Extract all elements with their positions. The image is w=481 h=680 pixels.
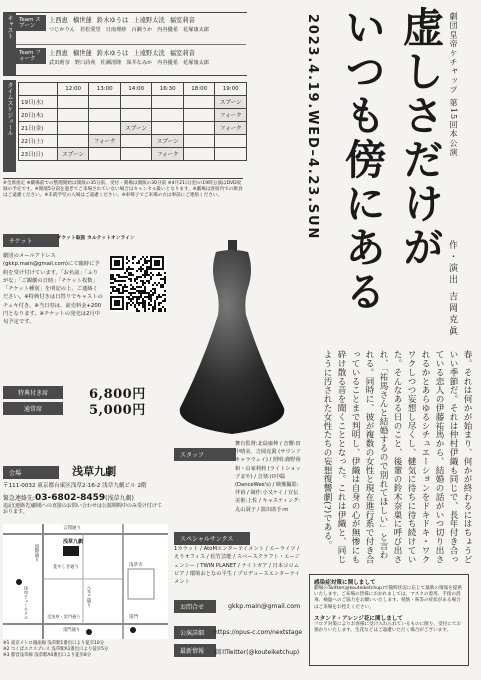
ticket-body: 劇団のメールアドレス(gkkp.main@gmail.com)にて臨時に予約を受け付けています。「お名前」「ふりがな」「ご観劇の日時」「チケット枚数」「チケット種別」を明記の上、ご連絡ください。※特典付きは日替りでキャストのチェキ付き。※当日券は、前売料金+200円となります。※チケットの発売は2月中旬予定です。: [3, 253, 103, 326]
map-label-kototoi: 言問通り: [63, 526, 81, 531]
staff-body: 舞台監督:北島康伸 / 音響:田中晴美、吉岡克眞 (サウンドキャラウェイ) / 照明:鹿野裕和・山家利莉 (ライトショップまや) / 音楽:田中聡(DanceWee's) / 映像撮影:伴裕 / 制作:小又ケイ / 宣伝美術:上佐 / キャスティング:丸山洞子 / 演出助手:m: [235, 441, 301, 513]
title-line-1: 虚しさだけが: [396, 6, 444, 270]
cast-name: 若松愛里: [79, 27, 101, 33]
venue-phone[interactable]: 03-6802-8459: [35, 492, 106, 503]
schedule-row: [19, 96, 247, 109]
schedule-cell: [89, 122, 121, 135]
credit: 作・演出 吉岡克眞: [447, 240, 457, 338]
cast-name: 楠世蓮: [72, 17, 92, 24]
schedule-cell: [183, 96, 215, 109]
schedule-cell: [183, 135, 215, 148]
team-fork-label: Team フォーク: [16, 48, 46, 64]
schedule-cell: スプーン: [152, 135, 184, 148]
cast-name: 百瀬うか: [131, 27, 153, 33]
map-label-kaminarimon: 雷門: [129, 615, 138, 620]
schedule-cell: フォーク: [89, 135, 121, 148]
team-fork-cast: [49, 48, 214, 66]
map-label-hisago: ひさご通り: [86, 586, 91, 608]
team-spoon-cast: [49, 15, 214, 33]
cast-name: 鈴木ゆうは: [96, 17, 129, 24]
schedule-cell: [57, 109, 89, 122]
map-label-kokusai: 国際通り: [34, 544, 39, 562]
cast-section: [3, 12, 247, 76]
map-label-viewhotel: 浅草ビューホテル: [24, 586, 29, 620]
schedule-time: 12:00: [57, 83, 89, 96]
emergency-contact: 緊急連絡先:03-6802-8459(浅草九劇): [3, 492, 134, 503]
schedule-row: [19, 135, 247, 148]
news-label: 最新情報: [174, 644, 216, 657]
schedule-time: 19:00: [215, 83, 247, 96]
synopsis: 春。それは何かが始まり、何かが終わるにはちょうどいい季節だ。それは仲村伊織も同じで、長年付き合っている恋人の伊藤祐馬から、結婚の話がいつ切り出されるかとあらゆるシチュエーションをドキドキ・ワクワクしつつ妄想し尽くし、健気に待ちに待ち続けていた。そんなある日のこと、後輩の鈴木奈巣に呼び出され、「祐馬さんと結婚するので別れてほしい」と言われる。同時に、彼が複数の女性と現在進行系で付き合っていることまで判明し、伊織は自身の心が無惨にも砕け散る音を聞くこととなった。これは伊織と、同じように汚された女性たちの妄想復讐劇(?)である。: [322, 350, 472, 564]
schedule-cell: [57, 135, 89, 148]
schedule-cell: [183, 122, 215, 135]
team-spoon-label: Team スプーン: [16, 15, 46, 31]
map-label-hanayashiki: 花やしき通り: [53, 565, 79, 570]
cast-name: 楠世蓮: [72, 50, 92, 57]
thanks-body: 1カラット / AtoMエンターテイメント / エーライツ / えりオフィス / 松竹芸能 / スペースクラフト・エージェンシー / TWIN PLANET / ナイトガア / 日本コロムビア / 環境おとなの平生 / プロデュースエンターテイメント: [174, 546, 300, 586]
twitter-link[interactable]: 劇団Twitter(@kouteiketchup): [214, 649, 300, 656]
cast-name: 野口詩苑: [74, 60, 96, 66]
cast-name: 福室莉音: [169, 50, 195, 57]
web-link[interactable]: https://opus-c.com/nextstage: [214, 629, 303, 636]
schedule-cell: フォーク: [152, 148, 184, 161]
contact-label: お問合せ: [174, 600, 216, 613]
map-label-kaminarimon-dori: 雷門通り: [63, 628, 81, 633]
schedule-cell: [215, 135, 247, 148]
schedule-day: 19日(水): [19, 96, 58, 109]
dress-form-illustration: [172, 240, 292, 445]
web-label: 公演詳細: [174, 626, 216, 639]
flower-body: フロア対策によりお客様に受け入れられているものに限り、受付にてお預かりいたします。生花などはご遠慮いただく場合がございます。: [314, 621, 462, 634]
cast-name: 上遠野太洸: [133, 50, 165, 57]
map-label-to-kaminarimon: 至浅草・雷門通り: [47, 614, 81, 619]
covid-notice: [309, 574, 469, 666]
schedule-cell: [57, 122, 89, 135]
schedule-cell: スプーン: [57, 148, 89, 161]
cast-name: 福室莉音: [169, 17, 195, 24]
ticket-section: [3, 234, 168, 247]
cast-name: 上遠野太洸: [133, 17, 165, 24]
special-seat-label: 特典付き席: [3, 386, 63, 399]
cast-name: 日南理紗: [105, 27, 127, 33]
cast-name: 鈴木ゆうは: [96, 50, 129, 57]
price-section: [3, 386, 168, 416]
schedule-time: 16:30: [152, 83, 184, 96]
normal-seat-price: 5,000円: [89, 403, 146, 418]
schedule-label: タイムスケジュール: [3, 80, 16, 172]
qr-code-icon[interactable]: [110, 256, 166, 312]
venue-section: [3, 460, 168, 516]
schedule-cell: [183, 148, 215, 161]
schedule-cell: フォーク: [215, 122, 247, 135]
schedule-time: 13:00: [89, 83, 121, 96]
schedule-cell: [89, 148, 121, 161]
schedule-cell: [120, 135, 152, 148]
schedule-section: [3, 80, 247, 175]
schedule-cell: スプーン: [215, 96, 247, 109]
flower-title: スタンド・アレンジ花に関しまして: [314, 615, 403, 622]
schedule-day: 21日(金): [19, 122, 58, 135]
schedule-cell: [120, 109, 152, 122]
venue-label: 会場: [3, 466, 59, 479]
cast-name: 上西恵: [49, 50, 68, 57]
thanks-section: [174, 532, 250, 545]
cast-name: 上西恵: [49, 17, 68, 24]
schedule-day: 22日(土): [19, 135, 58, 148]
cast-name: 花塚康太郎: [183, 27, 209, 33]
schedule-time: 18:00: [183, 83, 215, 96]
access-notes: ※1 東京メトロ銀座線 浅草駅1番出口より徒歩10分 ※2 つくばエクスプレス 浅草駅A1番出口より徒歩5分 ※3 都営浅草線 浅草駅A4番出口より徒歩8分: [3, 641, 109, 658]
special-seat-price: 6,800円: [89, 387, 146, 402]
dates: 2023.4.19.WED–4.23.SUN: [305, 14, 320, 241]
schedule-day: 23日(日): [19, 148, 58, 161]
schedule-time: 14:00: [120, 83, 152, 96]
cast-label: キャスト: [3, 13, 16, 75]
schedule-cell: [152, 96, 184, 109]
cast-name: 佐瀬清隆: [100, 60, 122, 66]
ticket-system: チケット取扱 カルテットオンライン: [57, 236, 135, 241]
cast-name: 武田莉奈: [49, 60, 70, 66]
troupe-line: 劇団皇帝ケチャップ 第15回本公演: [449, 12, 458, 158]
cast-name: 花塚康太郎: [183, 60, 209, 66]
contact-email[interactable]: gkkp.main@gmail.com: [228, 603, 301, 610]
thanks-label: スペシャルサンクス: [174, 532, 250, 545]
schedule-cell: [57, 96, 89, 109]
cast-name: 内谷優希: [157, 60, 179, 66]
normal-seat-label: 通常席: [3, 402, 63, 415]
cast-name: 深井なみか: [126, 60, 153, 66]
schedule-table: [18, 82, 247, 161]
staff-label: スタッフ: [174, 448, 236, 461]
phone-desc: 追記(連絡先)劇場への直接のお問い合わせは公演期間中のみ受け付けております。: [3, 502, 162, 516]
ticket-label: チケット: [3, 234, 59, 247]
schedule-cell: フォーク: [215, 109, 247, 122]
schedule-cell: [89, 109, 121, 122]
venue-name: 浅草九劇: [72, 465, 117, 478]
schedule-cell: [120, 148, 152, 161]
covid-body: 劇場のTwitter(@kouteiketchup)で随時状況に応じて最新の情報を提供いたします。ご来場の皆様におかれましては、マスクの着用、手指の消毒、検温へのご協力をお願いいたします。発熱・咳等の症状がある場合はご来場をお控えください。: [314, 586, 462, 610]
schedule-cell: [120, 96, 152, 109]
schedule-cell: [152, 109, 184, 122]
schedule-cell: [183, 109, 215, 122]
map-label-sensoji: 浅草寺: [129, 563, 143, 568]
venue-address: 〒111-0032 東京都台東区浅草2-16-2 浅草九劇ビル 2階: [3, 483, 147, 489]
schedule-row: [19, 148, 247, 161]
cast-name: つじかりん: [49, 27, 75, 33]
map-label-venue: 浅草九劇: [63, 539, 84, 545]
title-line-2: いつも傍にある: [338, 6, 386, 314]
schedule-cell: [152, 122, 184, 135]
schedule-row: [19, 122, 247, 135]
venue-map: [3, 524, 168, 639]
schedule-cell: [215, 148, 247, 161]
schedule-row: [19, 109, 247, 122]
covid-title: 感染症対策に関しまして: [314, 580, 376, 586]
schedule-cell: スプーン: [120, 122, 152, 135]
cast-name: 内谷優希: [157, 27, 179, 33]
notes: ※全席指定 ※劇場前での整理開始は開演の35分前、受付・開場は開演の30分前 ※4月21日(金)の19時公演はDVD収録の予定です。※開演5分前を過ぎてご来場されていない場合はキャンセル扱いとなります。※劇場は客席内での飲食はご遠慮ください。※未就学児の入場はご遠慮ください。※車椅子でご来場の方は事前にご連絡ください。: [3, 178, 243, 229]
schedule-cell: [89, 96, 121, 109]
schedule-day: 20日(木): [19, 109, 58, 122]
